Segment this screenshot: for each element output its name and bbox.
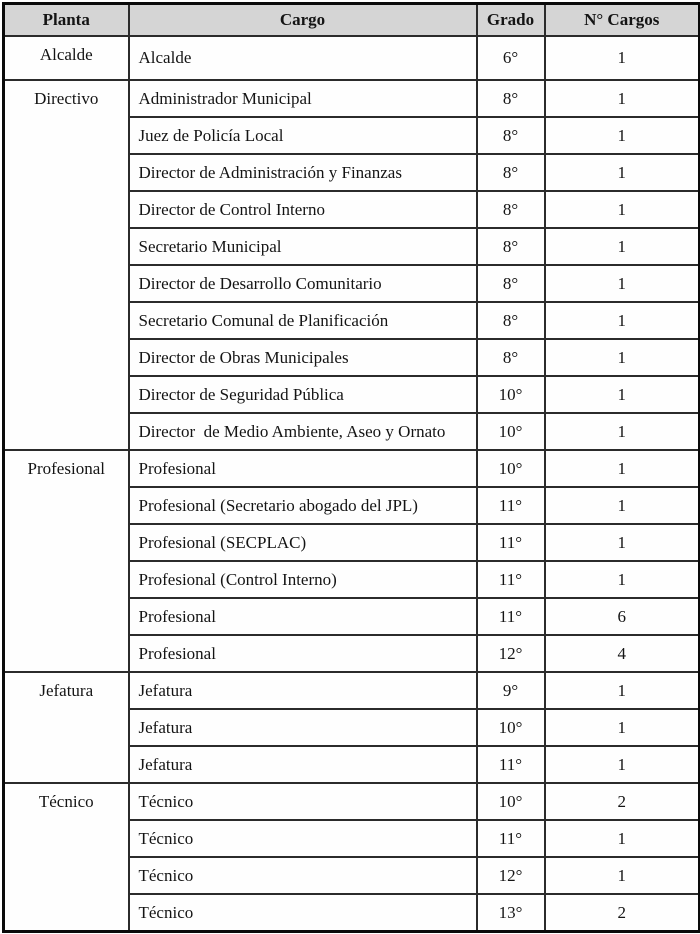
cargo-cell: Profesional (Secretario abogado del JPL): [129, 487, 477, 524]
grado-cell: 11°: [477, 820, 545, 857]
grado-cell: 11°: [477, 561, 545, 598]
planta-cell: Técnico: [4, 783, 129, 932]
grado-cell: 11°: [477, 524, 545, 561]
grado-cell: 13°: [477, 894, 545, 932]
grado-cell: 8°: [477, 339, 545, 376]
grado-cell: 12°: [477, 857, 545, 894]
cargo-cell: Técnico: [129, 783, 477, 820]
table-row: [4, 80, 700, 117]
header-planta: Planta: [4, 4, 129, 37]
ncargos-cell: 1: [545, 746, 700, 783]
ncargos-cell: 1: [545, 191, 700, 228]
cargo-cell: Secretario Municipal: [129, 228, 477, 265]
ncargos-cell: 1: [545, 376, 700, 413]
grado-cell: 8°: [477, 117, 545, 154]
ncargos-cell: 1: [545, 117, 700, 154]
grado-cell: 10°: [477, 413, 545, 450]
grado-cell: 8°: [477, 265, 545, 302]
ncargos-cell: 4: [545, 635, 700, 672]
grado-cell: 10°: [477, 450, 545, 487]
header-grado: Grado: [477, 4, 545, 37]
table-row: [4, 450, 700, 487]
ncargos-cell: 1: [545, 524, 700, 561]
grado-cell: 12°: [477, 635, 545, 672]
header-row: [4, 4, 700, 37]
cargo-cell: Profesional (SECPLAC): [129, 524, 477, 561]
ncargos-cell: 2: [545, 894, 700, 932]
ncargos-cell: 1: [545, 857, 700, 894]
cargo-cell: Jefatura: [129, 672, 477, 709]
planta-cell: Alcalde: [4, 36, 129, 80]
cargo-cell: Técnico: [129, 857, 477, 894]
ncargos-cell: 1: [545, 302, 700, 339]
ncargos-cell: 2: [545, 783, 700, 820]
grado-cell: 11°: [477, 487, 545, 524]
ncargos-cell: 1: [545, 820, 700, 857]
cargo-cell: Alcalde: [129, 36, 477, 80]
grado-cell: 11°: [477, 746, 545, 783]
table-row: [4, 36, 700, 80]
cargo-cell: Administrador Municipal: [129, 80, 477, 117]
staffing-table: [2, 2, 700, 933]
header-ncargos: N° Cargos: [545, 4, 700, 37]
planta-cell: Profesional: [4, 450, 129, 672]
grado-cell: 8°: [477, 228, 545, 265]
grado-cell: 9°: [477, 672, 545, 709]
grado-cell: 8°: [477, 302, 545, 339]
cargo-cell: Director de Desarrollo Comunitario: [129, 265, 477, 302]
cargo-cell: Profesional (Control Interno): [129, 561, 477, 598]
table-body: [4, 36, 700, 932]
ncargos-cell: 1: [545, 487, 700, 524]
ncargos-cell: 1: [545, 339, 700, 376]
planta-cell: Directivo: [4, 80, 129, 450]
header-cargo: Cargo: [129, 4, 477, 37]
ncargos-cell: 6: [545, 598, 700, 635]
cargo-cell: Secretario Comunal de Planificación: [129, 302, 477, 339]
table-header: [4, 4, 700, 37]
ncargos-cell: 1: [545, 413, 700, 450]
table-row: [4, 672, 700, 709]
ncargos-cell: 1: [545, 709, 700, 746]
ncargos-cell: 1: [545, 450, 700, 487]
ncargos-cell: 1: [545, 36, 700, 80]
grado-cell: 8°: [477, 191, 545, 228]
grado-cell: 8°: [477, 80, 545, 117]
cargo-cell: Profesional: [129, 598, 477, 635]
cargo-cell: Técnico: [129, 894, 477, 932]
cargo-cell: Profesional: [129, 450, 477, 487]
ncargos-cell: 1: [545, 672, 700, 709]
cargo-cell: Jefatura: [129, 709, 477, 746]
ncargos-cell: 1: [545, 154, 700, 191]
planta-cell: Jefatura: [4, 672, 129, 783]
grado-cell: 10°: [477, 783, 545, 820]
ncargos-cell: 1: [545, 80, 700, 117]
cargo-cell: Jefatura: [129, 746, 477, 783]
ncargos-cell: 1: [545, 561, 700, 598]
grado-cell: 10°: [477, 709, 545, 746]
ncargos-cell: 1: [545, 228, 700, 265]
cargo-cell: Juez de Policía Local: [129, 117, 477, 154]
cargo-cell: Director de Control Interno: [129, 191, 477, 228]
grado-cell: 10°: [477, 376, 545, 413]
grado-cell: 11°: [477, 598, 545, 635]
cargo-cell: Profesional: [129, 635, 477, 672]
cargo-cell: Director de Administración y Finanzas: [129, 154, 477, 191]
cargo-cell: Técnico: [129, 820, 477, 857]
cargo-cell: Director de Medio Ambiente, Aseo y Ornato: [129, 413, 477, 450]
ncargos-cell: 1: [545, 265, 700, 302]
table-row: [4, 783, 700, 820]
cargo-cell: Director de Seguridad Pública: [129, 376, 477, 413]
grado-cell: 6°: [477, 36, 545, 80]
cargo-cell: Director de Obras Municipales: [129, 339, 477, 376]
grado-cell: 8°: [477, 154, 545, 191]
